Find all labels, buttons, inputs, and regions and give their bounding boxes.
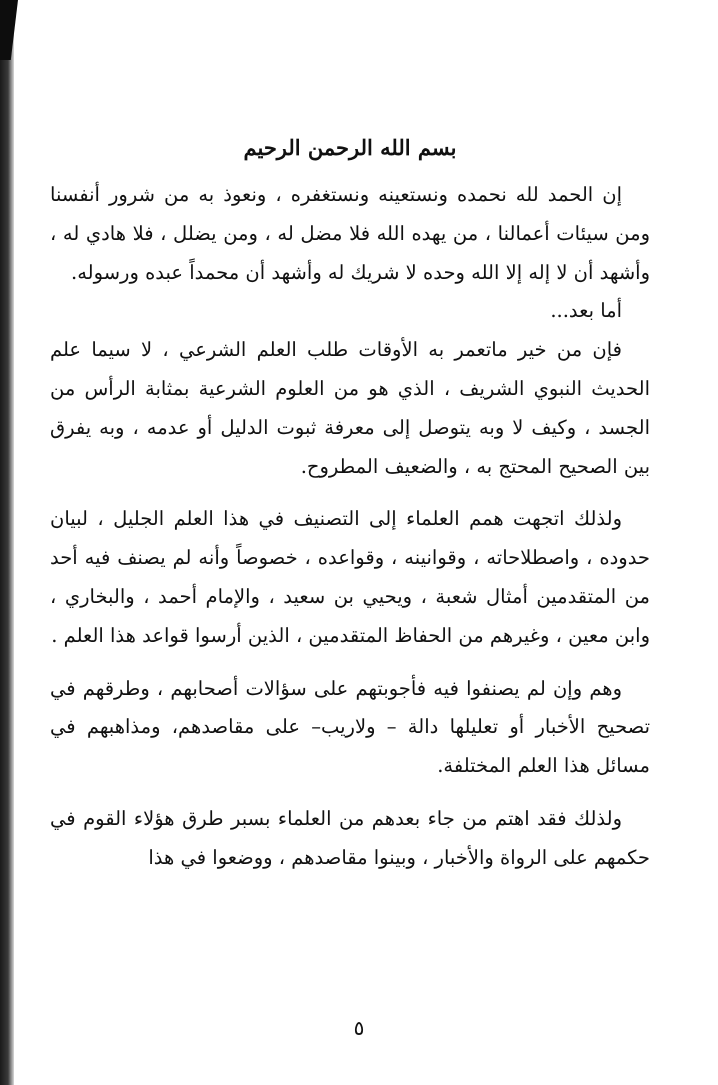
paragraph-gap	[50, 786, 650, 800]
paragraph-text: وهم وإن لم يصنفوا فيه فأجوبتهم على سؤالات أصحابهم ، وطرقهم في تصحيح الأخبار أو تعليلها دالة – ولاريب– على مقاصدهم، ومذاهبهم في مسائل هذا العلم المختلفة.	[50, 676, 650, 778]
paragraph-later-scholars	[50, 800, 650, 878]
document-page	[50, 128, 650, 878]
paragraph-text: إن الحمد لله نحمده ونستعينه ونستغفره ، ونعوذ به من شرور أنفسنا ومن سيئات أعمالنا ، من يهده الله فلا مضل له ، ومن يضلل ، فلا هادي له ، وأشهد أن لا إله إلا الله وحده لا شريك له وأشهد أن محمداً عبده ورسوله.	[50, 183, 650, 284]
paragraph-text: فإن من خير ماتعمر به الأوقات طلب العلم الشرعي ، لا سيما علم الحديث النبوي الشريف ، الذي هو من العلوم الشرعية بمثابة الرأس من الجسد ، وكيف لا وبه يتوصل إلى معرفة ثبوت الدليل أو عدمه ، وبه يفرق بين الصحيح المحتج به ، والضعيف المطروح.	[50, 338, 650, 478]
paragraph-answers	[50, 670, 650, 786]
paragraph-text: ولذلك اتجهت همم العلماء إلى التصنيف في هذا العلم الجليل ، لبيان حدوده ، واصطلاحاته ، وقوانينه ، وقواعده ، خصوصاً وأنه لم يصنف فيه أحد من المتقدمين أمثال شعبة ، ويحيي بن سعيد ، والإمام أحمد ، والبخاري ، وابن معين ، وغيرهم من الحفاظ المتقدمين ، الذين أرسوا قواعد هذا العلم .	[50, 507, 650, 647]
paragraph-text: أما بعد...	[550, 299, 622, 323]
paragraph-gap	[50, 486, 650, 500]
paragraph-gap	[50, 656, 650, 670]
paragraph-opening	[50, 176, 650, 292]
scan-left-edge	[0, 0, 14, 1085]
paragraph-text: ولذلك فقد اهتم من جاء بعدهم من العلماء بسبر طرق هؤلاء القوم في حكمهم على الرواة والأخبار ، وبينوا مقاصدهم ، ووضعوا في هذا	[50, 806, 650, 869]
paragraph-amma-baad	[50, 292, 650, 331]
paragraph-scholars	[50, 500, 650, 655]
paragraph-hadith-science	[50, 331, 650, 486]
page-title: بسم الله الرحمن الرحيم	[243, 135, 457, 160]
scan-corner-shadow	[0, 0, 18, 60]
page-number: ٥	[353, 1016, 365, 1040]
